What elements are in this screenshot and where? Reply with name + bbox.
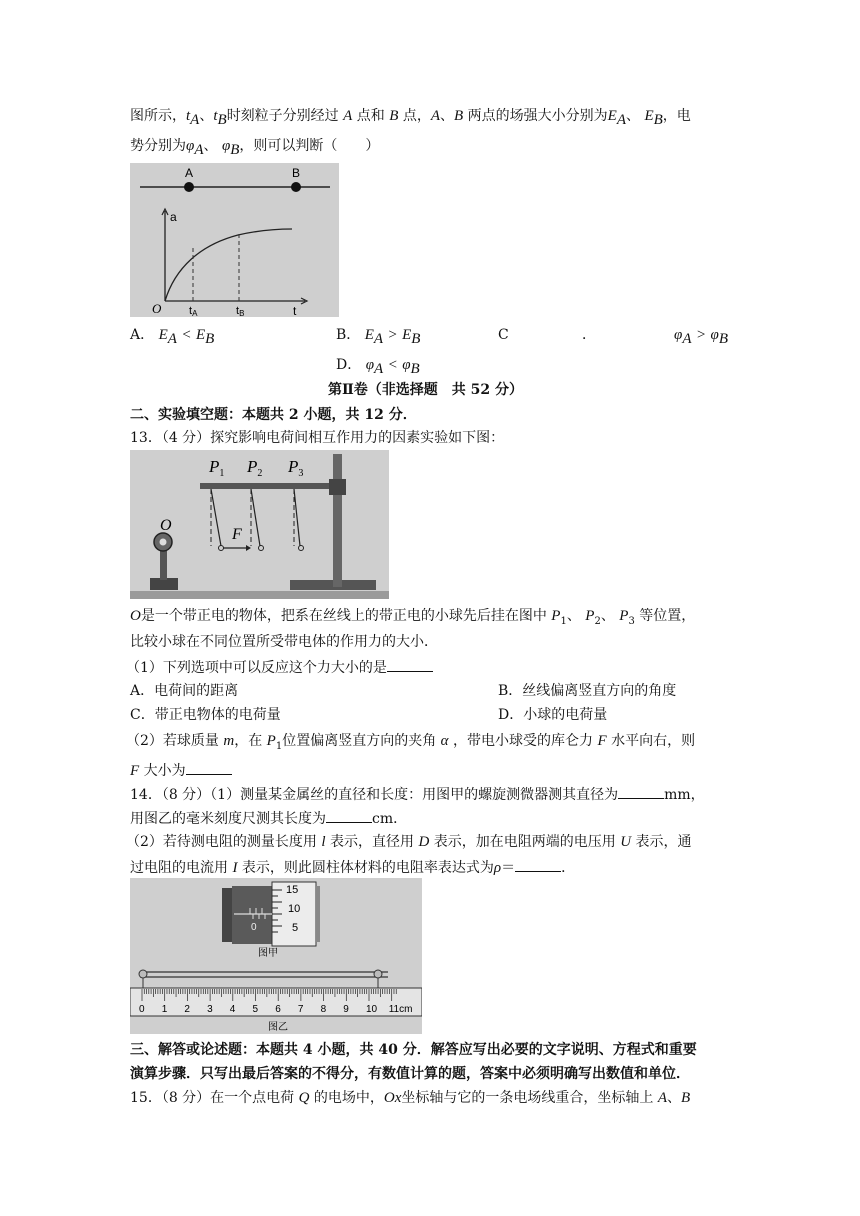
svg-text:F: F [232,526,242,543]
answer-blank[interactable] [186,760,232,775]
svg-text:P1: $P_1$ [209,457,225,479]
svg-text:0: 0 [251,922,257,933]
q14-line1: 14．（8 分）（1）测量某金属丝的直径和长度：用图甲的螺旋测微器测其直径为 mm， [130,784,705,805]
answer-blank[interactable] [515,857,561,872]
part2-title: 第Ⅱ卷（非选择题 共 52 分） [328,382,524,398]
svg-text:a: a [170,210,177,224]
q13-option-c[interactable]: C．带正电物体的电荷量 [130,707,281,723]
q14-line4: 过电阻的电流用 I 表示，则此圆柱体材料的电阻率表达式为ρ＝ ． [130,857,575,878]
q13-stem: 13．（4 分）探究影响电荷间相互作用力的因素实验如下图： [130,430,505,446]
svg-text:10: 10 [288,903,301,915]
q13-option-b[interactable]: B．丝线偏离竖直方向的角度 [498,683,677,699]
answer-blank[interactable] [387,657,433,672]
svg-text:图乙: 图乙 [268,1022,288,1033]
ruler-number: 4 [229,1004,236,1015]
q13-figure [130,450,389,599]
q12-option-b[interactable]: B． $E_A > E_B$ [336,327,421,347]
section3-heading-2: 演算步骤．只写出最后答案的不得分，有数值计算的题，答案中必须明确写出数值和单位． [130,1066,690,1082]
answer-blank[interactable] [326,808,372,823]
q14-line2: 用图乙的毫米刻度尺测其长度为 cm． [130,808,407,829]
svg-text:O: O [160,517,172,534]
svg-text:15: 15 [286,884,299,896]
ruler-number: 11cm [388,1004,413,1015]
svg-text:5: 5 [292,922,299,934]
q13-para1: O是一个带正电的物体，把系在丝线上的带正电的小球先后挂在图中 $P_1$、 $P_2$、 $P_3$ 等位置， [130,608,696,627]
q12-line2: 势分别为$\varphi_A$、 $\varphi_B$，则可以判断（ ） [130,138,380,158]
ruler-number: 6 [275,1004,281,1015]
svg-text:A: A [185,166,194,180]
q13-sub2: （2）若球质量 m，在 $P_1$位置偏离竖直方向的夹角 α ，带电小球受的库仑力 F 水平向右，则 [126,733,696,752]
answer-blank[interactable] [618,784,664,799]
ruler-number: 0 [139,1004,145,1015]
ruler-number: 9 [343,1004,349,1015]
section3-heading-1: 三、解答或论述题：本题共 4 小题，共 40 分．解答应写出必要的文字说明、方程式和重要 [130,1042,697,1058]
ruler-number: 3 [207,1004,213,1015]
ruler-number: 10 [366,1004,378,1015]
q12-option-a[interactable]: A． $E_A < E_B$ [130,327,215,347]
q13-sub1: （1）下列选项中可以反应这个力大小的是 [126,657,433,678]
q12-option-c[interactable]: C ． $\varphi_A > \varphi_B$ [498,327,728,347]
q13-option-a[interactable]: A．电荷间的距离 [130,683,239,699]
q12-option-d[interactable]: D． $\varphi_A < \varphi_B$ [336,357,420,377]
svg-text:t: t [293,304,297,317]
svg-text:B: B [292,166,301,180]
q14-line3: （2）若待测电阻的测量长度用 l 表示，直径用 D 表示，加在电阻两端的电压用 U 表示，通 [126,834,692,850]
ruler-number: 1 [161,1004,168,1015]
svg-text:tB: tB [236,305,245,317]
q13-sub2-cont: F 大小为 [130,760,232,781]
ruler-number: 2 [184,1004,190,1015]
svg-text:图甲: 图甲 [258,948,278,959]
q14-figure [130,878,422,1034]
q13-para2: 比较小球在不同位置所受带电体的作用力的大小． [130,634,438,650]
q13-option-d[interactable]: D．小球的电荷量 [498,707,608,723]
svg-text:O: O [152,301,162,316]
svg-text:P3: $P_3$ [288,457,304,479]
svg-text:tA: tA [189,305,198,317]
section2-heading: 二、实验填空题：本题共 2 小题，共 12 分． [130,407,417,423]
svg-text:P2: $P_2$ [247,457,263,479]
ruler-number: 8 [320,1004,327,1015]
ruler-number: 5 [252,1004,259,1015]
q15-line1: 15．（8 分）在一个点电荷 Q 的电场中，Ox坐标轴与它的一条电场线重合，坐标轴上 A、B [130,1090,691,1106]
ruler-number: 7 [297,1004,304,1015]
q12-figure [130,163,339,317]
q12-line1: 图所示，$t_A$、$t_B$时刻粒子分别经过 A 点和 B 点，A、B 两点的场强大小分别为$E_A$、 $E_B$，电 [130,108,691,128]
